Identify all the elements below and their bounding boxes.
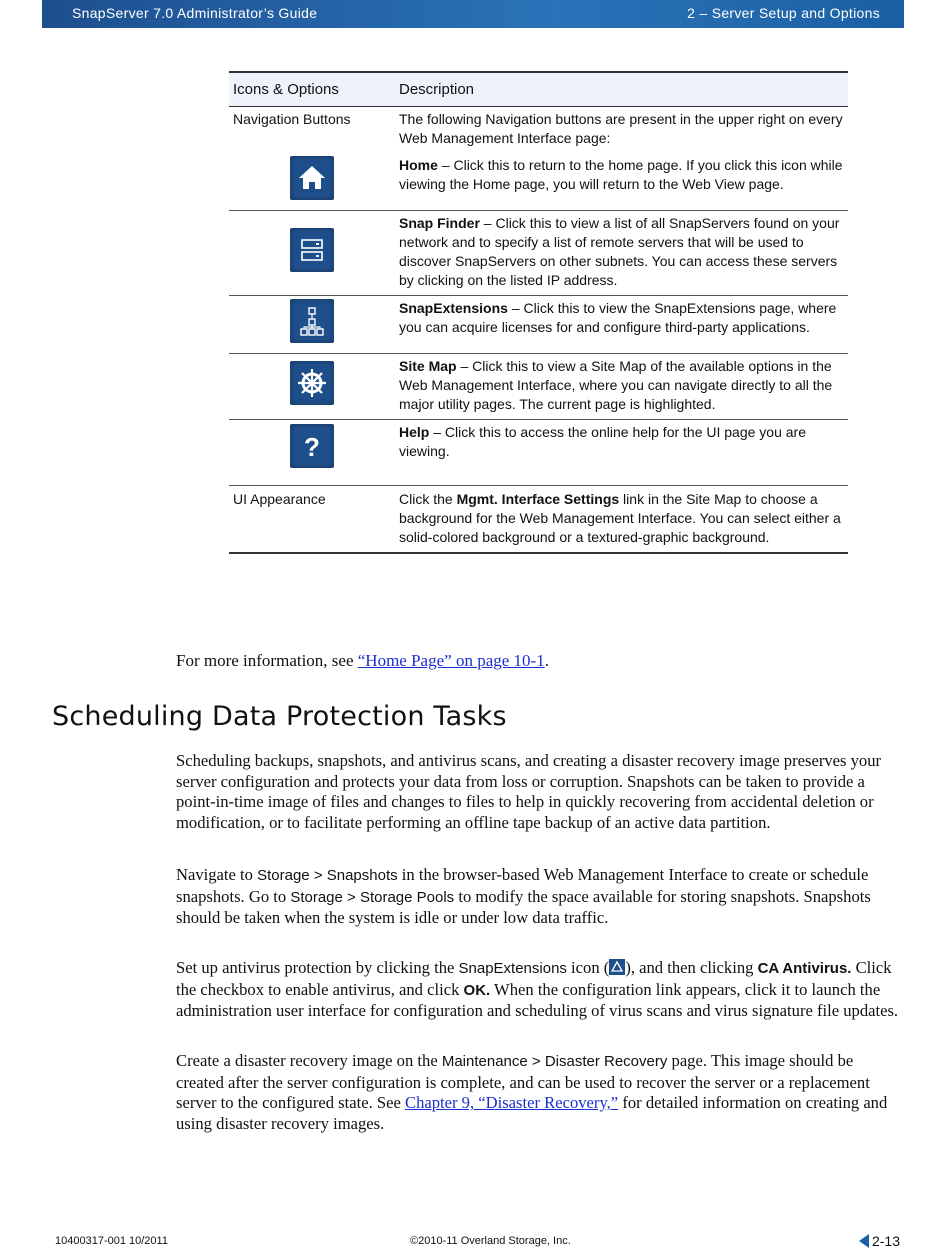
ui-path-storage-pools: Storage > Storage Pools xyxy=(290,888,455,906)
home-icon-cell xyxy=(229,153,395,211)
site-map-description: Site Map – Click this to view a Site Map of the available options in the Web Management Interface, where you can navigate directly to all the major utility pages. The current page is highlighted. xyxy=(395,354,848,420)
table-header-icons-options: Icons & Options xyxy=(229,72,395,107)
server-icon xyxy=(290,228,334,272)
row-label-navigation-buttons: Navigation Buttons xyxy=(233,111,351,127)
site-map-icon-cell xyxy=(229,354,395,420)
paragraph-antivirus: Set up antivirus protection by clicking the SnapExtensions icon ( ), and then clicking CA Antivirus. Click the checkbox to enable antivirus, and click OK. When the configuration link appears, click it to launch the administration user interface for configuration and scheduling of virus scans and virus signature file updates. xyxy=(176,958,899,1021)
ui-appearance-description: Click the Mgmt. Interface Settings link in the Site Map to choose a background for the Web Management Interface. You can select either a solid-colored background or a textured-graphic background. xyxy=(395,486,848,554)
home-description: Home – Click this to return to the home page. If you click this icon while viewing the Home page, you will return to the Web View page. xyxy=(399,157,843,192)
paragraph-disaster-recovery: Create a disaster recovery image on the Maintenance > Disaster Recovery page. This image should be created after the server configuration is complete, and can be used to recover the server or a replacement server to the configured state. See Chapter 9, “Disaster Recovery,” for detailed information on creating and using disaster recovery images. xyxy=(176,1051,888,1134)
table-header-description: Description xyxy=(395,72,848,107)
more-info-line: For more information, see “Home Page” on page 10-1. xyxy=(176,651,549,670)
help-icon xyxy=(290,424,334,468)
paragraph-snapshots: Navigate to Storage > Snapshots in the browser-based Web Management Interface to create or schedule snapshots. Go to Storage > Storage Pools to modify the space available for storing snapshots. Snapshots should be taken when the system is idle or under low data traffic. xyxy=(176,865,871,928)
snapextensions-icon-cell xyxy=(229,296,395,354)
ui-path-disaster-recovery: Maintenance > Disaster Recovery xyxy=(441,1053,668,1070)
chapter-9-link[interactable]: Chapter 9, “Disaster Recovery,” xyxy=(405,1093,619,1113)
help-icon-cell xyxy=(229,420,395,486)
help-description: Help – Click this to access the online help for the UI page you are viewing. xyxy=(395,420,848,486)
header-guide-title: SnapServer 7.0 Administrator’s Guide xyxy=(72,5,318,21)
row-label-ui-appearance: UI Appearance xyxy=(229,486,395,554)
ui-ca-antivirus: CA Antivirus. xyxy=(757,960,852,977)
ship-wheel-icon xyxy=(290,361,334,405)
snapextensions-inline-icon xyxy=(609,959,625,975)
footer-page-number: 2-13 xyxy=(859,1233,900,1249)
home-page-link[interactable]: “Home Page” on page 10-1 xyxy=(357,651,545,670)
ui-path-storage-snapshots: Storage > Snapshots xyxy=(257,867,398,884)
snap-finder-description: Snap Finder – Click this to view a list of all SnapServers found on your network and to specify a list of remote servers that will be used to discover SnapServers on other subnets. You can access these servers by clicking on the listed IP address. xyxy=(395,211,848,296)
footer-copyright: ©2010-11 Overland Storage, Inc. xyxy=(410,1235,571,1247)
footer-doc-number: 10400317-001 10/2011 xyxy=(55,1235,168,1247)
svg-text:?: ? xyxy=(304,431,320,462)
ui-ok: OK. xyxy=(463,981,491,999)
paragraph-intro: Scheduling backups, snapshots, and antivirus scans, and creating a disaster recovery image preserves your server configuration and protects your data from loss or corruption. Snapshots can be taken to provide a point-in-time image of files and changes to files to help in quickly recovering from accidental deletion or modification, or to facilitate performing an offline tape backup of an active data partition. xyxy=(176,751,882,833)
hierarchy-icon xyxy=(290,299,334,343)
snap-finder-icon-cell xyxy=(229,211,395,296)
icons-options-table xyxy=(229,71,848,554)
section-title: Scheduling Data Protection Tasks xyxy=(52,701,507,732)
header-chapter-title: 2 – Server Setup and Options xyxy=(687,5,880,21)
home-icon xyxy=(290,156,334,200)
page-header-bar xyxy=(42,0,904,28)
ui-snapextensions: SnapExtensions xyxy=(458,960,567,977)
nav-intro-text: The following Navigation buttons are present in the upper right on every Web Management Interface page: xyxy=(399,111,843,146)
snapextensions-description: SnapExtensions – Click this to view the SnapExtensions page, where you can acquire licenses for and configure third-party applications. xyxy=(395,296,848,354)
back-arrow-icon[interactable] xyxy=(859,1234,869,1248)
